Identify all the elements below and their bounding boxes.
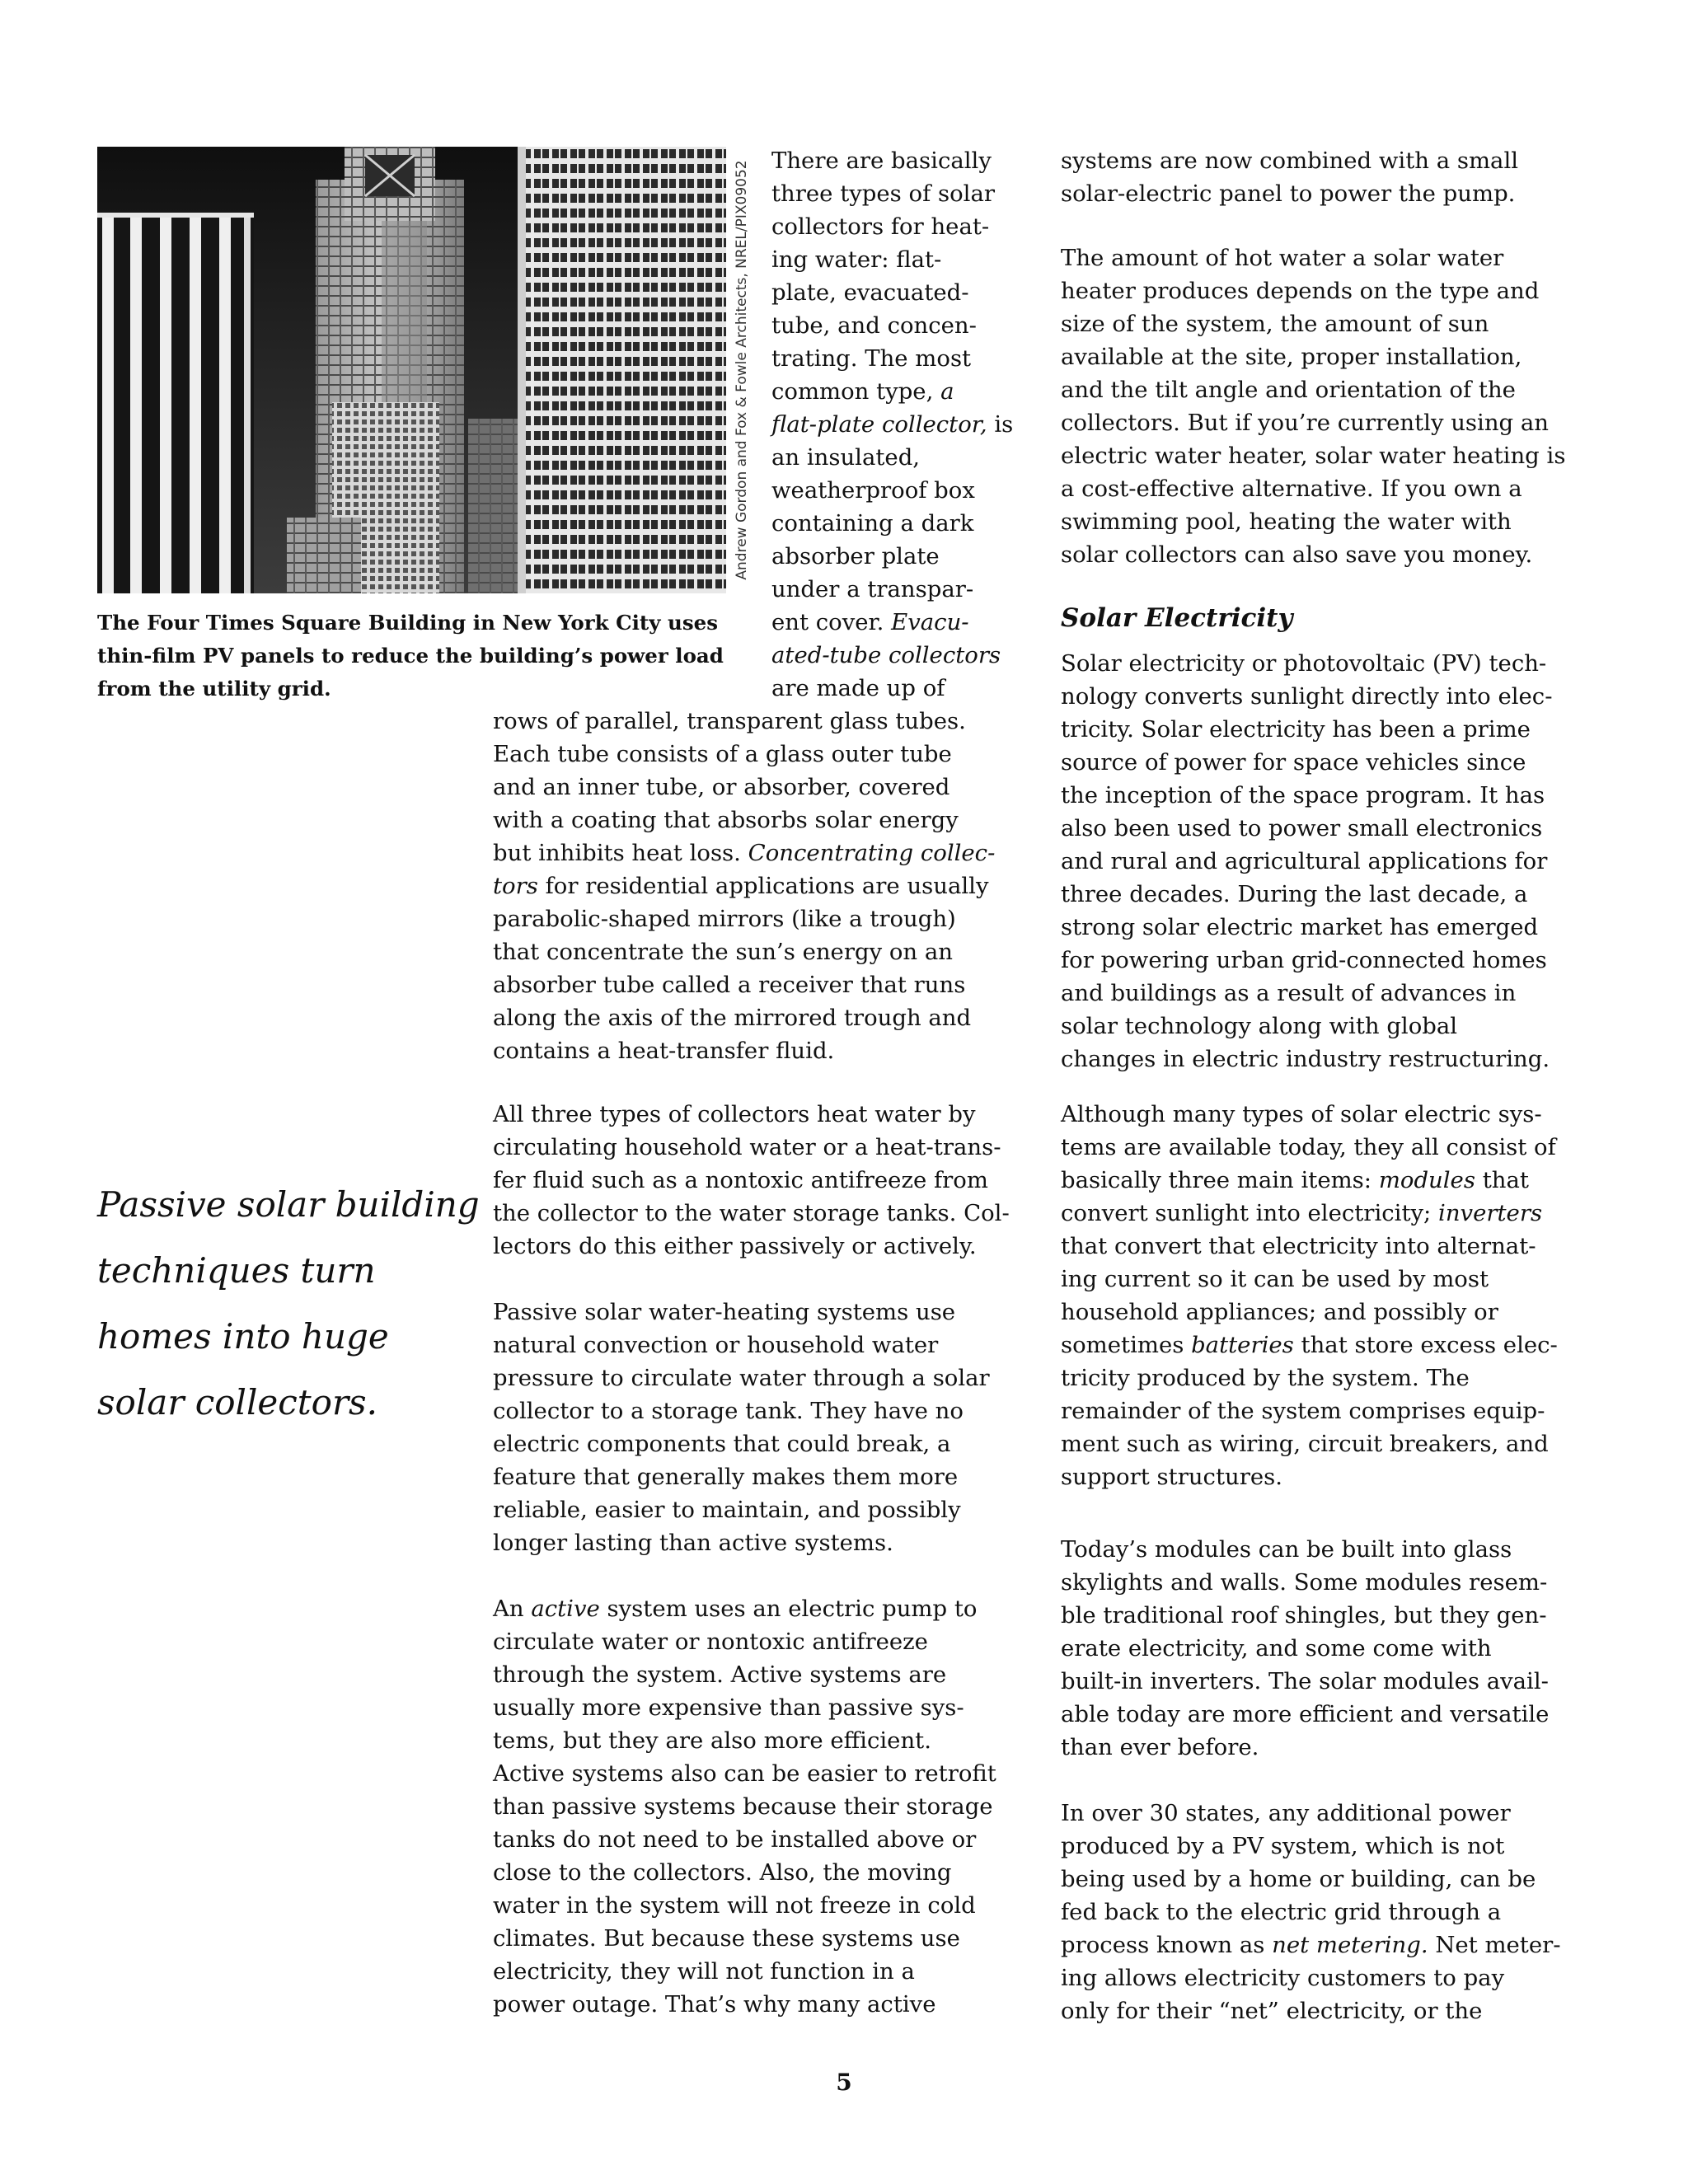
- text-line: pressure to circulate water through a solar: [493, 1365, 990, 1391]
- pull-quote-line: homes into huge: [97, 1316, 389, 1357]
- text-line: being used by a home or building, can be: [1061, 1866, 1536, 1892]
- text-line: solar collectors can also save you money.: [1061, 541, 1533, 568]
- text-line: with a coating that absorbs solar energy: [493, 807, 959, 833]
- text-line: for powering urban grid-connected homes: [1061, 947, 1547, 973]
- text-line: Today’s modules can be built into glass: [1061, 1536, 1512, 1563]
- text-line: and rural and agricultural applications for: [1061, 848, 1548, 874]
- text-line: tube, and concen-: [771, 312, 977, 339]
- text-line: an insulated,: [771, 444, 921, 471]
- text-line: collectors. But if you’re currently using an: [1061, 410, 1550, 436]
- text-line: circulate water or nontoxic antifreeze: [493, 1629, 928, 1655]
- caption-line: from the utility grid.: [97, 677, 331, 701]
- text-line: also been used to power small electronics: [1061, 815, 1543, 841]
- text-line: electricity, they will not function in a: [493, 1958, 915, 1985]
- text-line: Although many types of solar electric sys-: [1061, 1101, 1542, 1127]
- text-line: absorber plate: [771, 543, 940, 569]
- caption-line: thin-film PV panels to reduce the building’s power load: [97, 644, 724, 668]
- figure-caption: [97, 607, 748, 705]
- text-line: along the axis of the mirrored trough and: [493, 1005, 972, 1031]
- text-line: natural convection or household water: [493, 1332, 939, 1358]
- text-line: built-in inverters. The solar modules avail-: [1061, 1668, 1549, 1694]
- text-line: that concentrate the sun’s energy on an: [493, 939, 953, 965]
- text-line: solar-electric panel to power the pump.: [1061, 180, 1516, 207]
- text-line: ing allows electricity customers to pay: [1061, 1965, 1505, 1991]
- text-line: and the tilt angle and orientation of the: [1061, 377, 1516, 403]
- text-line: are made up of: [771, 675, 945, 701]
- text-line: lectors do this either passively or actively.: [493, 1233, 977, 1259]
- text-line: common type, a: [771, 378, 954, 405]
- section-heading: Solar Electricity: [1061, 603, 1293, 633]
- text-line: systems are now combined with a small: [1061, 148, 1519, 174]
- text-line: climates. But because these systems use: [493, 1925, 960, 1952]
- text-line: remainder of the system comprises equip-: [1061, 1398, 1545, 1424]
- text-line: The amount of hot water a solar water: [1061, 245, 1504, 271]
- text-line: process known as net metering. Net meter-: [1061, 1932, 1561, 1958]
- text-line: three decades. During the last decade, a: [1061, 881, 1528, 907]
- page-number: 5: [836, 2069, 852, 2096]
- text-line: sometimes batteries that store excess elec-: [1061, 1332, 1558, 1358]
- pull-quote-line: techniques turn: [97, 1250, 376, 1291]
- text-line: collectors for heat-: [771, 213, 990, 240]
- text-line: able today are more efficient and versatile: [1061, 1701, 1550, 1727]
- text-line: that convert that electricity into alternat-: [1061, 1233, 1536, 1259]
- text-line: An active system uses an electric pump to: [493, 1596, 978, 1622]
- photo-credit: [717, 147, 767, 593]
- text-line: basically three main items: modules that: [1061, 1167, 1529, 1193]
- text-line: contains a heat-transfer fluid.: [493, 1038, 835, 1064]
- text-line: support structures.: [1061, 1464, 1282, 1490]
- text-line: solar technology along with global: [1061, 1013, 1458, 1039]
- text-line: tricity produced by the system. The: [1061, 1365, 1470, 1391]
- text-line: usually more expensive than passive sys-: [493, 1694, 964, 1721]
- photo-credit-text: Andrew Gordon and Fox & Fowle Architects, NREL/PIX09052: [734, 160, 750, 580]
- text-line: flat-plate collector, is: [771, 411, 1014, 438]
- text-line: ing current so it can be used by most: [1061, 1266, 1489, 1292]
- pull-quote-line: Passive solar building: [97, 1184, 480, 1225]
- text-line: swimming pool, heating the water with: [1061, 509, 1512, 535]
- text-line: tors for residential applications are usually: [493, 873, 989, 899]
- text-line: and an inner tube, or absorber, covered: [493, 774, 950, 800]
- text-line: tems are available today, they all consist of: [1061, 1134, 1556, 1160]
- text-line: weatherproof box: [771, 477, 975, 504]
- text-line: electric components that could break, a: [493, 1431, 951, 1457]
- text-line: plate, evacuated-: [771, 279, 969, 306]
- text-line: three types of solar: [771, 180, 995, 207]
- text-line: All three types of collectors heat water by: [493, 1101, 976, 1127]
- text-line: convert sunlight into electricity; inverters: [1061, 1200, 1543, 1226]
- text-line: available at the site, proper installation,: [1061, 344, 1522, 370]
- text-line: source of power for space vehicles since: [1061, 749, 1526, 776]
- text-line: only for their “net” electricity, or the: [1061, 1998, 1483, 2024]
- text-line: household appliances; and possibly or: [1061, 1299, 1498, 1325]
- text-line: tanks do not need to be installed above or: [493, 1826, 977, 1853]
- text-line: Solar electricity or photovoltaic (PV) tech-: [1061, 650, 1547, 677]
- text-line: a cost-effective alternative. If you own a: [1061, 476, 1522, 502]
- text-line: nology converts sunlight directly into elec-: [1061, 683, 1553, 710]
- text-line: fer fluid such as a nontoxic antifreeze from: [493, 1167, 988, 1193]
- text-line: skylights and walls. Some modules resem-: [1061, 1569, 1548, 1596]
- text-line: ent cover. Evacu-: [771, 609, 969, 635]
- caption-line: The Four Times Square Building in New York City uses: [97, 611, 719, 635]
- text-line: longer lasting than active systems.: [493, 1530, 893, 1556]
- text-line: close to the collectors. Also, the moving: [493, 1859, 952, 1886]
- text-line: the collector to the water storage tanks. Col-: [493, 1200, 1010, 1226]
- text-line: strong solar electric market has emerged: [1061, 914, 1539, 940]
- pull-quote: [97, 1172, 480, 1436]
- text-line: heater produces depends on the type and: [1061, 278, 1540, 304]
- text-line: power outage. That’s why many active: [493, 1991, 936, 2018]
- building-photo: [97, 147, 726, 593]
- text-line: the inception of the space program. It has: [1061, 782, 1545, 808]
- text-line: ated-tube collectors: [771, 642, 1001, 668]
- text-line: trating. The most: [771, 345, 972, 372]
- text-line: reliable, easier to maintain, and possibly: [493, 1497, 961, 1523]
- text-line: feature that generally makes them more: [493, 1464, 959, 1490]
- text-line: rows of parallel, transparent glass tubes.: [493, 708, 966, 734]
- text-line: through the system. Active systems are: [493, 1661, 947, 1688]
- text-line: tricity. Solar electricity has been a prime: [1061, 716, 1531, 743]
- text-line: under a transpar-: [771, 576, 974, 602]
- text-line: tems, but they are also more efficient.: [493, 1727, 931, 1754]
- text-line: erate electricity, and some come with: [1061, 1635, 1492, 1661]
- text-line: fed back to the electric grid through a: [1061, 1899, 1502, 1925]
- text-line: collector to a storage tank. They have no: [493, 1398, 964, 1424]
- text-line: In over 30 states, any additional power: [1061, 1800, 1511, 1826]
- pull-quote-line: solar collectors.: [97, 1382, 377, 1422]
- text-line: absorber tube called a receiver that runs: [493, 972, 966, 998]
- text-line: containing a dark: [771, 510, 974, 537]
- text-line: than passive systems because their storage: [493, 1793, 993, 1820]
- text-line: ing water: flat-: [771, 246, 942, 273]
- text-line: and buildings as a result of advances in: [1061, 980, 1517, 1006]
- text-line: Active systems also can be easier to retrofit: [493, 1760, 996, 1787]
- text-line: ment such as wiring, circuit breakers, and: [1061, 1431, 1549, 1457]
- text-line: produced by a PV system, which is not: [1061, 1833, 1505, 1859]
- text-line: parabolic-shaped mirrors (like a trough): [493, 906, 956, 932]
- text-line: size of the system, the amount of sun: [1061, 311, 1489, 337]
- text-line: circulating household water or a heat-trans-: [493, 1134, 1001, 1160]
- text-line: Passive solar water-heating systems use: [493, 1299, 956, 1325]
- text-line: electric water heater, solar water heating is: [1061, 443, 1566, 469]
- text-line: water in the system will not freeze in cold: [493, 1892, 976, 1919]
- text-line: There are basically: [771, 148, 992, 174]
- text-line: ble traditional roof shingles, but they gen-: [1061, 1602, 1547, 1629]
- text-line: than ever before.: [1061, 1734, 1259, 1760]
- text-line: changes in electric industry restructuring.: [1061, 1046, 1550, 1072]
- text-line: Each tube consists of a glass outer tube: [493, 741, 952, 767]
- text-line: but inhibits heat loss. Concentrating collec-: [493, 840, 996, 866]
